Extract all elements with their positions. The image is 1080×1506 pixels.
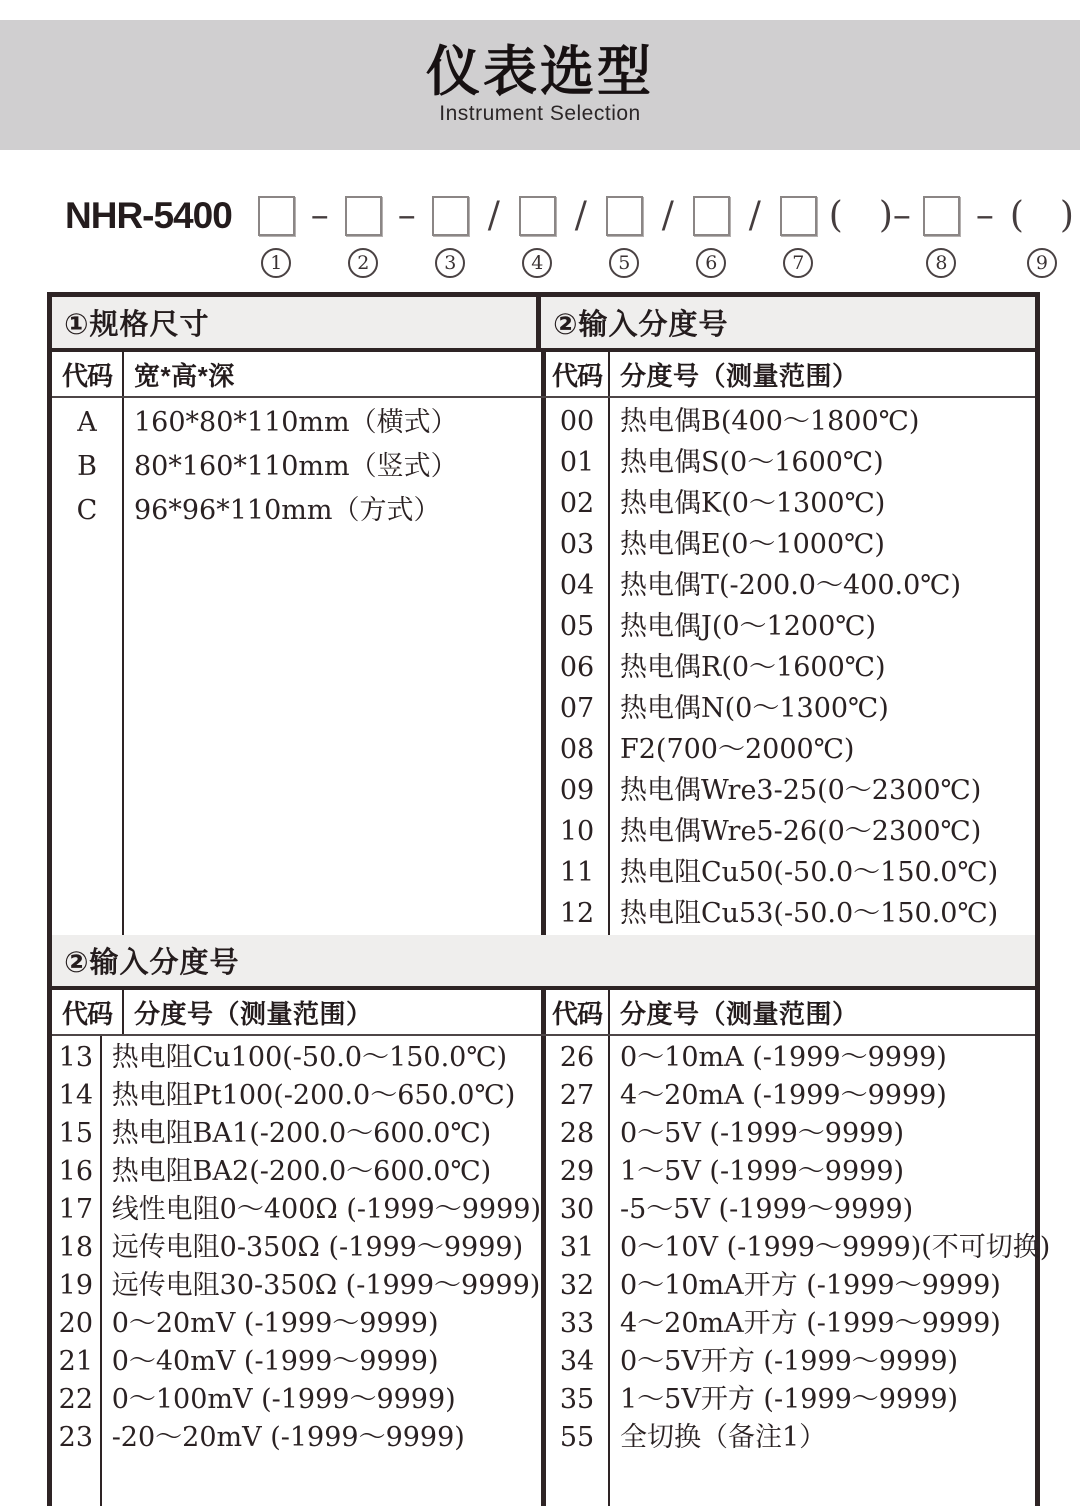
model-unit <box>568 194 594 274</box>
input-code: 11 <box>559 857 595 888</box>
model-slot <box>606 194 643 238</box>
input-desc: 远传电阻0-350Ω (-1999～9999) <box>111 1232 524 1263</box>
input-desc: 1～5V (-1999～9999) <box>620 1156 905 1187</box>
input-desc: 0～40mV (-1999～9999) <box>111 1346 439 1377</box>
spec-desc: 96*96*110mm（方式） <box>134 495 441 526</box>
input-desc: 线性电阻0～400Ω (-1999～9999) <box>111 1194 541 1225</box>
input-desc: 0～5V开方 (-1999～9999) <box>620 1346 959 1377</box>
model-选型-box <box>519 196 556 236</box>
spec-desc-column <box>124 398 541 935</box>
input-code: 20 <box>58 1308 94 1339</box>
model-选型-box <box>345 196 382 236</box>
table-spec-and-input <box>52 297 1035 935</box>
table-input-index-continued <box>52 935 1051 1506</box>
input-desc: 热电阻BA2(-200.0～600.0℃) <box>111 1156 492 1187</box>
input-desc: 0～20mV (-1999～9999) <box>111 1308 439 1339</box>
input-desc: 0～100mV (-1999～9999) <box>111 1384 456 1415</box>
model-slot <box>662 194 674 238</box>
input-desc: 热电偶Wre5-26(0～2300℃) <box>620 816 982 847</box>
input-code: 26 <box>559 1042 595 1073</box>
page-subtitle: Instrument Selection <box>439 102 641 126</box>
input-desc: 热电偶E(0～1000℃) <box>620 529 885 560</box>
column-header-index-range: 分度号（测量范围） <box>134 998 373 1029</box>
input-code: 03 <box>559 529 595 560</box>
input-code: 10 <box>559 816 595 847</box>
input-desc: 1～5V开方 (-1999～9999) <box>620 1384 959 1415</box>
input-desc-column <box>102 1036 541 1506</box>
table2-right-body <box>546 1036 1050 1506</box>
model-separator: / <box>487 195 500 236</box>
model-slot <box>780 194 817 238</box>
input-desc: F2(700～2000℃) <box>620 734 855 765</box>
input-desc: 热电阻Cu53(-50.0～150.0℃) <box>620 898 999 929</box>
model-unit <box>345 194 382 278</box>
model-position-number: 9 <box>1027 248 1057 278</box>
input-code: 27 <box>559 1080 595 1111</box>
model-position-number: 4 <box>522 248 552 278</box>
model-unit <box>972 194 998 274</box>
model-unit <box>655 194 681 274</box>
input-code: 28 <box>559 1118 595 1149</box>
input-code: 00 <box>559 406 595 437</box>
input-desc: 热电偶B(400～1800℃) <box>620 406 920 437</box>
spec-desc: 80*160*110mm（竖式） <box>134 451 458 482</box>
model-slot <box>693 194 730 238</box>
spec-desc: 160*80*110mm（横式） <box>134 407 458 438</box>
model-slot <box>1010 194 1074 238</box>
model-separator: ( ) <box>1009 195 1074 236</box>
input-desc: 0～10mA开方 (-1999～9999) <box>620 1270 1001 1301</box>
model-position-number: 8 <box>926 248 956 278</box>
table2-left-body <box>52 1036 541 1506</box>
input-code: 19 <box>58 1270 94 1301</box>
input-desc: 热电阻Cu100(-50.0～150.0℃) <box>111 1042 508 1073</box>
model-slot <box>345 194 382 238</box>
input-desc: 热电阻BA1(-200.0～600.0℃) <box>111 1118 492 1149</box>
spec-code-column <box>52 398 124 935</box>
input-desc: 4～20mA (-1999～9999) <box>620 1080 947 1111</box>
input-code: 31 <box>559 1232 595 1263</box>
model-code-line <box>65 194 1080 278</box>
model-unit <box>1010 194 1074 278</box>
model-slot <box>311 194 329 238</box>
model-unit <box>829 194 911 274</box>
table1-right-headers <box>546 352 1035 396</box>
input-desc: 0～5V (-1999～9999) <box>620 1118 905 1149</box>
table1-section-header-row <box>52 297 1035 352</box>
model-slot <box>976 194 994 238</box>
model-slot <box>575 194 587 238</box>
input-code: 04 <box>559 570 595 601</box>
model-position-number: 2 <box>348 248 378 278</box>
model-unit <box>606 194 643 278</box>
table1-column-header-row <box>52 352 1035 398</box>
table2-column-header-row <box>52 990 1035 1036</box>
model-unit <box>693 194 730 278</box>
model-unit <box>923 194 960 278</box>
model-separator: – <box>397 195 416 236</box>
input-code: 12 <box>559 898 595 929</box>
model-unit <box>481 194 507 274</box>
model-prefix: NHR-5400 <box>65 195 232 236</box>
input-desc: 热电偶S(0～1600℃) <box>620 447 884 478</box>
model-slot <box>749 194 761 238</box>
input-code-column <box>52 1036 102 1506</box>
input-code: 16 <box>58 1156 94 1187</box>
input-code: 30 <box>559 1194 595 1225</box>
column-header-index-range: 分度号（测量范围） <box>620 360 859 391</box>
model-slot <box>829 194 911 238</box>
table1-left-headers <box>52 352 541 396</box>
model-position-number: 1 <box>261 248 291 278</box>
model-unit <box>307 194 333 274</box>
model-unit <box>519 194 556 278</box>
model-position-number: 6 <box>696 248 726 278</box>
input-code: 08 <box>559 734 595 765</box>
spec-code: C <box>76 495 98 526</box>
model-unit <box>742 194 768 274</box>
model-position-number: 5 <box>609 248 639 278</box>
spec-code: B <box>77 451 97 482</box>
input-desc-column <box>610 1036 1050 1506</box>
input-desc: -20～20mV (-1999～9999) <box>111 1422 465 1453</box>
model-slot <box>923 194 960 238</box>
section-title-spec-size: ①规格尺寸 <box>52 297 541 348</box>
column-header-dimensions: 宽*高*深 <box>134 360 235 391</box>
input-desc: 热电偶T(-200.0～400.0℃) <box>620 570 961 601</box>
model-选型-box <box>780 196 817 236</box>
input-code: 23 <box>58 1422 94 1453</box>
model-units <box>252 194 1080 278</box>
input-desc: 热电偶J(0～1200℃) <box>620 611 876 642</box>
model-选型-box <box>432 196 469 236</box>
input-code: 02 <box>559 488 595 519</box>
column-header-index-range: 分度号（测量范围） <box>620 998 859 1029</box>
input-code: 01 <box>559 447 595 478</box>
input-code: 35 <box>559 1384 595 1415</box>
model-unit <box>258 194 295 278</box>
input-code: 33 <box>559 1308 595 1339</box>
section-title-input-index: ②输入分度号 <box>64 947 240 979</box>
model-separator: / <box>574 195 587 236</box>
input-desc: 热电阻Pt100(-200.0～650.0℃) <box>111 1080 516 1111</box>
table2-section-header-row <box>52 935 1035 990</box>
model-slot <box>488 194 500 238</box>
model-slot <box>432 194 469 238</box>
table2-body <box>52 1036 1051 1506</box>
model-unit <box>780 194 817 278</box>
input-code-column <box>546 398 610 935</box>
input-desc: 远传电阻30-350Ω (-1999～9999) <box>111 1270 541 1301</box>
page-banner <box>0 20 1080 150</box>
input-code: 06 <box>559 652 595 683</box>
input-code: 18 <box>58 1232 94 1263</box>
model-unit <box>394 194 420 274</box>
column-header-code: 代码 <box>546 990 610 1034</box>
model-unit <box>432 194 469 278</box>
input-desc: 热电阻Cu50(-50.0～150.0℃) <box>620 857 999 888</box>
model-选型-box <box>606 196 643 236</box>
input-desc: 全切换（备注1） <box>620 1422 827 1453</box>
input-code: 07 <box>559 693 595 724</box>
input-code: 09 <box>559 775 595 806</box>
model-separator: – <box>310 195 329 236</box>
input-code: 22 <box>58 1384 94 1415</box>
input-desc: 热电偶R(0～1600℃) <box>620 652 886 683</box>
input-desc: 0～10V (-1999～9999)(不可切换) <box>620 1232 1051 1263</box>
model-separator: ( )– <box>828 195 911 236</box>
input-code: 55 <box>559 1422 595 1453</box>
model-slot <box>519 194 556 238</box>
table1-left-body <box>52 398 541 935</box>
input-code-column <box>546 1036 610 1506</box>
table1-right-body <box>546 398 1035 935</box>
input-code: 14 <box>58 1080 94 1111</box>
input-desc: 热电偶N(0～1300℃) <box>620 693 889 724</box>
model-slot <box>258 194 295 238</box>
input-code: 29 <box>559 1156 595 1187</box>
input-desc: 4～20mA开方 (-1999～9999) <box>620 1308 1001 1339</box>
input-code: 32 <box>559 1270 595 1301</box>
input-code: 21 <box>58 1346 94 1377</box>
model-separator: / <box>748 195 761 236</box>
model-选型-box <box>923 196 960 236</box>
input-desc: 热电偶K(0～1300℃) <box>620 488 886 519</box>
model-slot <box>398 194 416 238</box>
input-code: 13 <box>58 1042 94 1073</box>
spec-code: A <box>77 407 97 438</box>
input-code: 17 <box>58 1194 94 1225</box>
model-separator: – <box>975 195 994 236</box>
table1-body <box>52 398 1035 935</box>
input-code: 34 <box>559 1346 595 1377</box>
model-separator: / <box>661 195 674 236</box>
section-title-input-index: ②输入分度号 <box>553 309 729 341</box>
model-position-number: 7 <box>783 248 813 278</box>
input-desc-column <box>610 398 1035 935</box>
column-header-code: 代码 <box>52 990 124 1034</box>
input-code: 05 <box>559 611 595 642</box>
input-desc: -5～5V (-1999～9999) <box>620 1194 914 1225</box>
input-code: 15 <box>58 1118 94 1149</box>
input-desc: 热电偶Wre3-25(0～2300℃) <box>620 775 982 806</box>
model-选型-box <box>693 196 730 236</box>
table2-right-headers <box>546 990 1035 1034</box>
column-header-code: 代码 <box>52 352 124 396</box>
model-选型-box <box>258 196 295 236</box>
table2-left-headers <box>52 990 541 1034</box>
model-position-number: 3 <box>435 248 465 278</box>
page-title: 仪表选型 <box>426 41 654 102</box>
input-desc: 0～10mA (-1999～9999) <box>620 1042 947 1073</box>
column-header-code: 代码 <box>546 352 610 396</box>
selection-tables <box>47 292 1051 1506</box>
